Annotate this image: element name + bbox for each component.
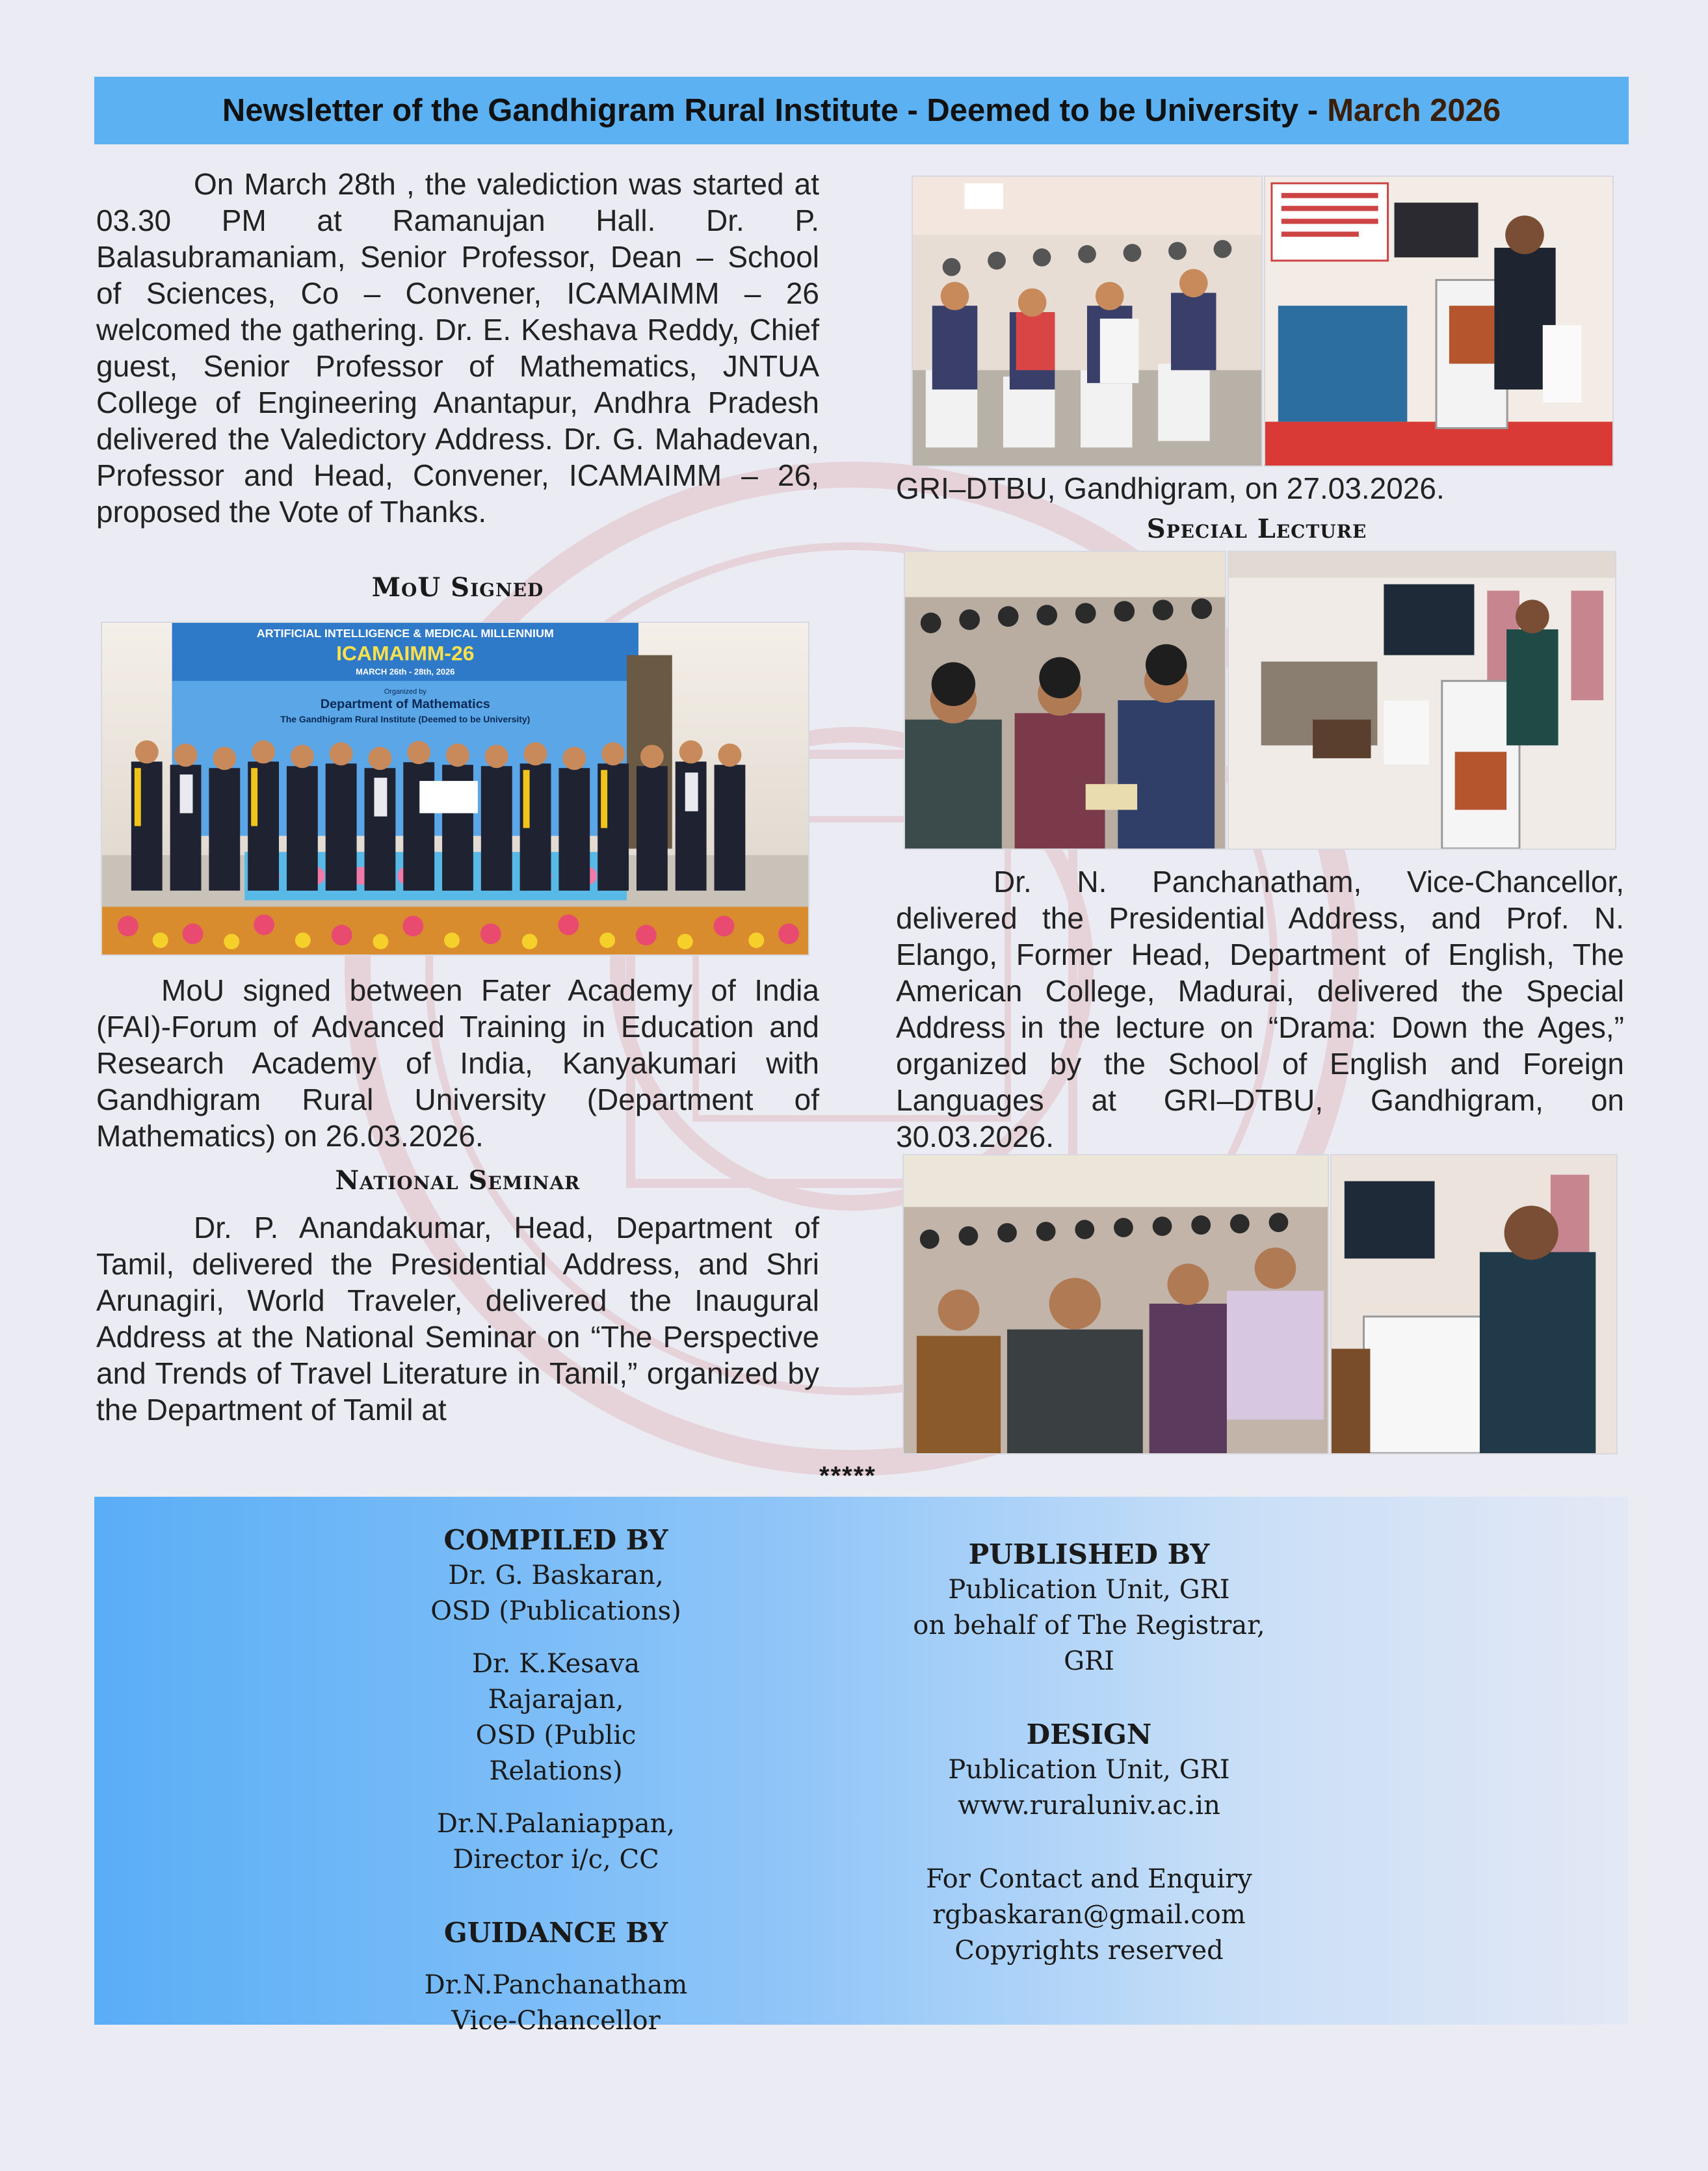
published-by-line: Publication Unit, GRI [948, 1575, 1230, 1605]
contact-email: rgbaskaran@gmail.com [932, 1900, 1246, 1930]
mou-paragraph: MoU signed between Fater Academy of India (FAI)-Forum of Advanced Training in Education and Research Academy of India, Kanyakumari with Gandhigram Rural University (Department of Mathematics) on 26.03.2026. [96, 973, 819, 1153]
guidance-by-line: Dr.N.Panchanatham [424, 1970, 688, 2000]
seminar-speaker-photo [1264, 176, 1614, 467]
mou-heading: MoU Signed [371, 572, 544, 603]
published-by-line: on behalf of The Registrar, [913, 1611, 1265, 1640]
compiled-by-line: Dr. K.Kesava Rajarajan, [471, 1649, 640, 1715]
newsletter-month: March 2026 [1327, 93, 1501, 128]
seminar-paragraph: Dr. P. Anandakumar, Head, Department of Tamil, delivered the Presidential Address, and Shri Arunagiri, World Traveler, delivered the Inaugural Address at the National Seminar on “The Perspective and Trends of Travel Literature in Tamil,” organized by the Department of Tamil at [96, 1211, 819, 1427]
published-by-heading: PUBLISHED BY [968, 1538, 1210, 1570]
mou-banner-line5: Department of Mathematics [320, 697, 490, 711]
lecture-heading: Special Lecture [1146, 514, 1367, 544]
mou-banner-line4: Organized by [384, 688, 427, 696]
valediction-paragraph: On March 28th , the valediction was started at 03.30 PM at Ramanujan Hall. Dr. P. Balasubramaniam, Senior Professor, Dean – School of Sciences, Co – Convener, ICAMAIMM – 26 welcomed the gathering. Dr. E. Keshava Reddy, Chief guest, Senior Professor of Mathematics, JNTUA College of Engineering Anantapur, Andhra Pradesh delivered the Valedictory Address. Dr. G. Mahadevan, Professor and Head, Convener, ICAMAIMM – 26, proposed the Vote of Thanks. [96, 167, 819, 529]
published-by-column [887, 1537, 1291, 1969]
compiled-by-line: Dr. G. Baskaran, [448, 1560, 664, 1590]
design-heading: DESIGN [1026, 1718, 1152, 1750]
newsletter-title: Newsletter of the Gandhigram Rural Institute - Deemed to be University - [222, 93, 1319, 128]
lecture-speaker-photo [1228, 551, 1616, 850]
design-line: Publication Unit, GRI [948, 1755, 1230, 1785]
compiled-by-line: OSD (Public Relations) [475, 1720, 637, 1786]
guidance-by-heading: GUIDANCE BY [443, 1917, 668, 1949]
section-separator: ***** [819, 1462, 876, 1490]
newsletter-header [94, 77, 1629, 144]
design-website: www.ruraluniv.ac.in [958, 1791, 1220, 1821]
newsletter-footer [94, 1497, 1629, 2036]
compiled-by-column [419, 1523, 692, 2039]
compiled-by-line: Director i/c, CC [453, 1845, 659, 1875]
mou-signing-photo [101, 622, 809, 956]
copyright-line: Copyrights reserved [954, 1936, 1224, 1966]
mou-banner-line1: ARTIFICIAL INTELLIGENCE & MEDICAL MILLENNIUM [256, 626, 554, 640]
contact-line: For Contact and Enquiry [926, 1864, 1252, 1894]
compiled-by-line: Dr.N.Palaniappan, [436, 1809, 676, 1839]
seminar-heading: National Seminar [335, 1165, 581, 1196]
mou-banner-line6: The Gandhigram Rural Institute (Deemed to be University) [280, 713, 531, 724]
mou-banner-line3: MARCH 26th - 28th, 2026 [356, 666, 455, 677]
lecture-audience-photo-2 [902, 1154, 1329, 1454]
guidance-by-line: Vice-Chancellor [451, 2006, 661, 2036]
lecture-audience-photo [904, 551, 1226, 850]
lecture-guest-speaker-photo [1330, 1154, 1618, 1454]
seminar-audience-photo [912, 176, 1263, 467]
mou-banner-line2: ICAMAIMM-26 [336, 641, 475, 665]
seminar-paragraph-continued: GRI–DTBU, Gandhigram, on 27.03.2026. [896, 471, 1445, 505]
published-by-line: GRI [1064, 1646, 1114, 1676]
compiled-by-heading: COMPILED BY [443, 1524, 668, 1556]
lecture-paragraph: Dr. N. Panchanatham, Vice-Chancellor, delivered the Presidential Address, and Prof. N. Elango, Former Head, Department of English, The American College, Madurai, delivered the Special Address in the lecture on “Drama: Down the Ages,” organized by the School of English and Foreign Languages at GRI–DTBU, Gandhigram, on 30.03.2026. [896, 865, 1624, 1153]
compiled-by-line: OSD (Publications) [430, 1596, 681, 1626]
